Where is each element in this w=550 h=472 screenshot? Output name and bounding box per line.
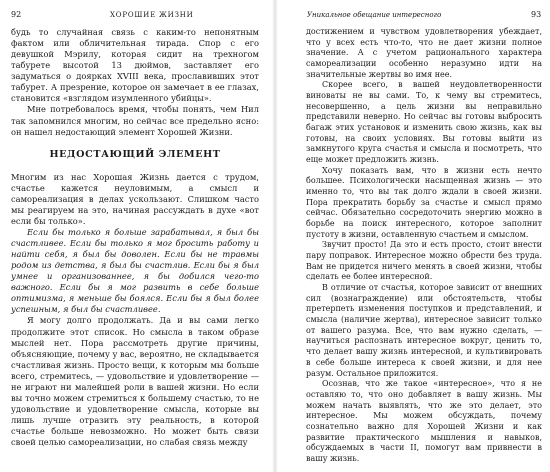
paragraph: Многим из нас Хорошая Жизнь дается с трудом, счастье кажется неуловимым, а смысл и самореализация в делах ускользают. Слишком часто мы реагируем на это, начиная рассуждать в духе «вот если бы только».: [11, 171, 259, 226]
italic-paragraph: Если бы только я больше зарабатывал, я был бы счастливее. Если бы только я мог бросить работу и найти себя, я был бы доволен. Если бы не травмы родом из детства, я был бы счастлив. Если бы я был умнее и организованнее, я бы добился чего-то важного. Если бы я мог развить в себе больше оптимизма, я меньше бы боялся. Если бы я был более успешным, я был бы счастливее.: [11, 226, 259, 315]
paragraph: Осознав, что же такое «интересное», что я не оставляю то, что оно добавляет в вашу жизнь. Мы можем начать выявлять, что же это делает, это интересное. Мы можем обсуждать, почему сознательно важно для Хорошей Жизни и как развитие практического мышления и навыков, обсуждаемых в части II, помогут вам привнести в вашу жизнь.: [306, 379, 542, 463]
right-running-title: Уникальное обещание интересного: [307, 11, 442, 19]
left-running-title: ХОРОШИЕ ЖИЗНИ: [110, 11, 194, 19]
left-page-text: [11, 27, 259, 448]
paragraph: Скорее всего, в вашей неудовлетворенности виноваты не вы сами. То, к чему вы стремитесь, несовершенно, а цель жизни вы неправильно представили неверно. Но сейчас вы готовы выбросить багаж этих установок и изменить свою жизнь, как вы готовы, на своих условиях. Вы готовы выйти из замкнутого круга счастья и смысла и посмотреть, что еще может предложить жизнь.: [306, 80, 542, 165]
paragraph: В отличие от счастья, которое зависит от внешних сил (вознаграждение) или обстоятельств, чтобы претерпеть изменения поступков и представлений, и смысла (наличие жертва), интересное зависит только от вашего разума. Все, что вам нужно сделать, — научиться распознать интересное вокруг, ценить то, что делает вашу жизнь интересной, и культивировать в себе больше интереса к своей жизни, и для нее разум. Остальное приложится.: [306, 283, 542, 378]
right-page-number: 93: [531, 10, 542, 19]
paragraph: достижением и чувством удовлетворения убеждает, что у всех есть что-то, что не дает жизни полное значение. А с учетом рационального характера самореализации особенно неразумно идти на значительные жертвы во имя нее.: [306, 27, 542, 79]
right-page-text: [306, 27, 542, 465]
left-page-number: 92: [11, 10, 22, 19]
left-page: [0, 0, 272, 472]
paragraph: Хочу показать вам, что в жизни есть нечто большее. Психологически насыщенная жизнь — это именно то, что вы так долго ждали в своей жизни. Пора прекратить борьбу за счастье и смысл прямо сейчас. Обязательно сосредоточить энергию можно в борьбе на поиск интересного, которое заполнит пустоту в жизни, оставленную счастьем и смыслом.: [306, 165, 542, 239]
paragraph: будь то случайная связь с каким-то непонятным фактом или обличительная тирада. Спор с его девушкой Мэрилу, которая сидит на трехногом табурете высотой 13 дюймов, заставляет его задуматься о доярках XVIII века, прославивших этот табурет. А презрение, которое он замечает в ее глазах, становится «взглядом изумленного убийцы».: [11, 27, 259, 104]
right-page: [278, 0, 550, 472]
paragraph: Я могу долго продолжать. Да и вы сами легко продолжите этот список. Но смысла в таком образе мыслей нет. Пора рассмотреть другие причины, объясняющие, почему у вас, вероятно, не складывается счастливая жизнь. Просто вещи, к которым мы больше всего, стремитесь, — удовольствие и удовлетворение — не играют ни малейшей роли в вашей жизни. Но если вы точно можем стремиться к большему счастью, то не удовольствие и удовлетворение смысла, которые вы лишь лучше отразить эту реальность, в которой счастье больше невозможно. Но может быть связи своей целью самореализации, но слабая связь между: [11, 315, 259, 448]
section-heading: НЕДОСТАЮЩИЙ ЭЛЕМЕНТ: [49, 148, 221, 160]
paragraph: Мне потребовалось время, чтобы понять, чем Нил так запомнился многим, но сейчас все предельно ясно: он нашел недостающий элемент Хорошей Жизни.: [11, 104, 259, 137]
paragraph: Звучит просто! Да это и есть просто, стоит внести пару поправок. Интересное можно обрести без труда. Вам не придется ничего менять в своей жизни, чтобы сделать ее более интересной.: [306, 240, 542, 282]
